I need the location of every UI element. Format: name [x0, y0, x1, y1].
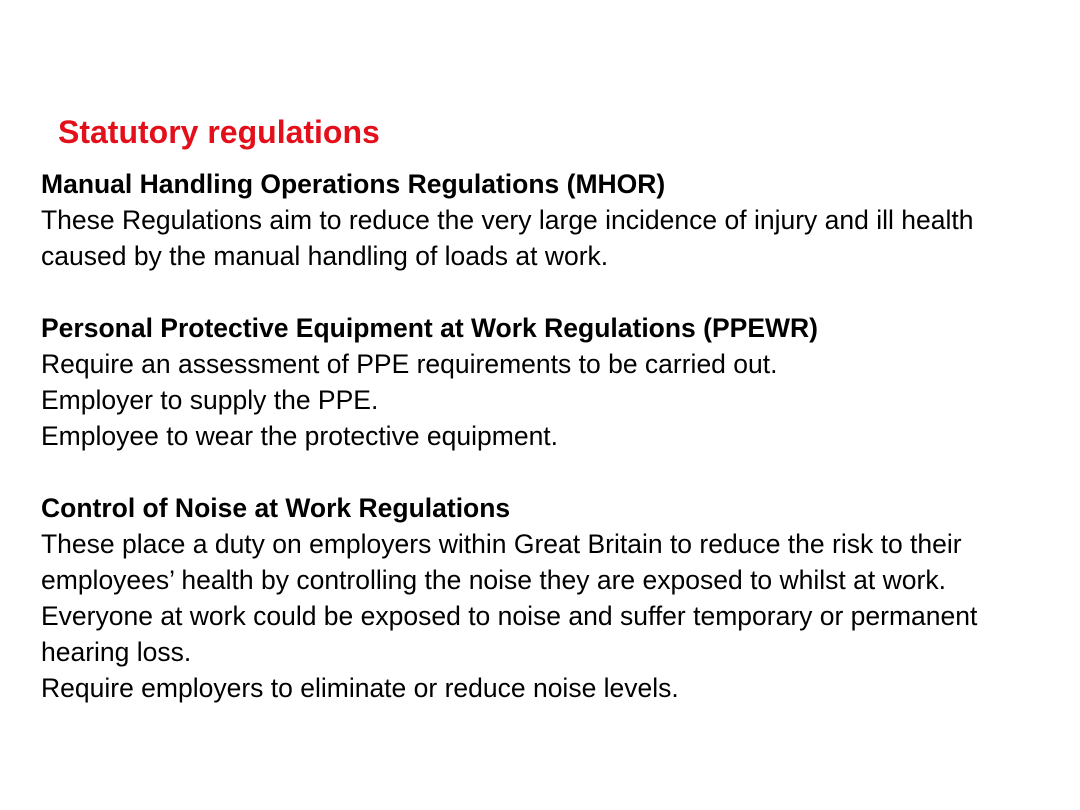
section-text: Employer to supply the PPE. [41, 385, 379, 415]
section-text: Everyone at work could be exposed to noise and suffer temporary or permanent hearing loss. [41, 601, 978, 667]
section-text: These Regulations aim to reduce the very large incidence of injury and ill health caused by the manual handling of loads at work. [41, 205, 974, 271]
slide-content [41, 166, 1041, 706]
section-heading: Manual Handling Operations Regulations (MHOR) [41, 169, 666, 199]
section-ppewr [41, 310, 1041, 454]
section-heading: Control of Noise at Work Regulations [41, 493, 511, 523]
section-text: Require an assessment of PPE requirements to be carried out. [41, 349, 778, 379]
section-noise [41, 490, 1041, 706]
section-heading: Personal Protective Equipment at Work Regulations (PPEWR) [41, 313, 818, 343]
section-text: These place a duty on employers within Great Britain to reduce the risk to their employees’ health by controlling the noise they are exposed to whilst at work. [41, 529, 962, 595]
section-text: Require employers to eliminate or reduce noise levels. [41, 673, 679, 703]
slide-title: Statutory regulations [58, 114, 380, 150]
section-text: Employee to wear the protective equipment. [41, 421, 559, 451]
section-mhor [41, 166, 1041, 274]
